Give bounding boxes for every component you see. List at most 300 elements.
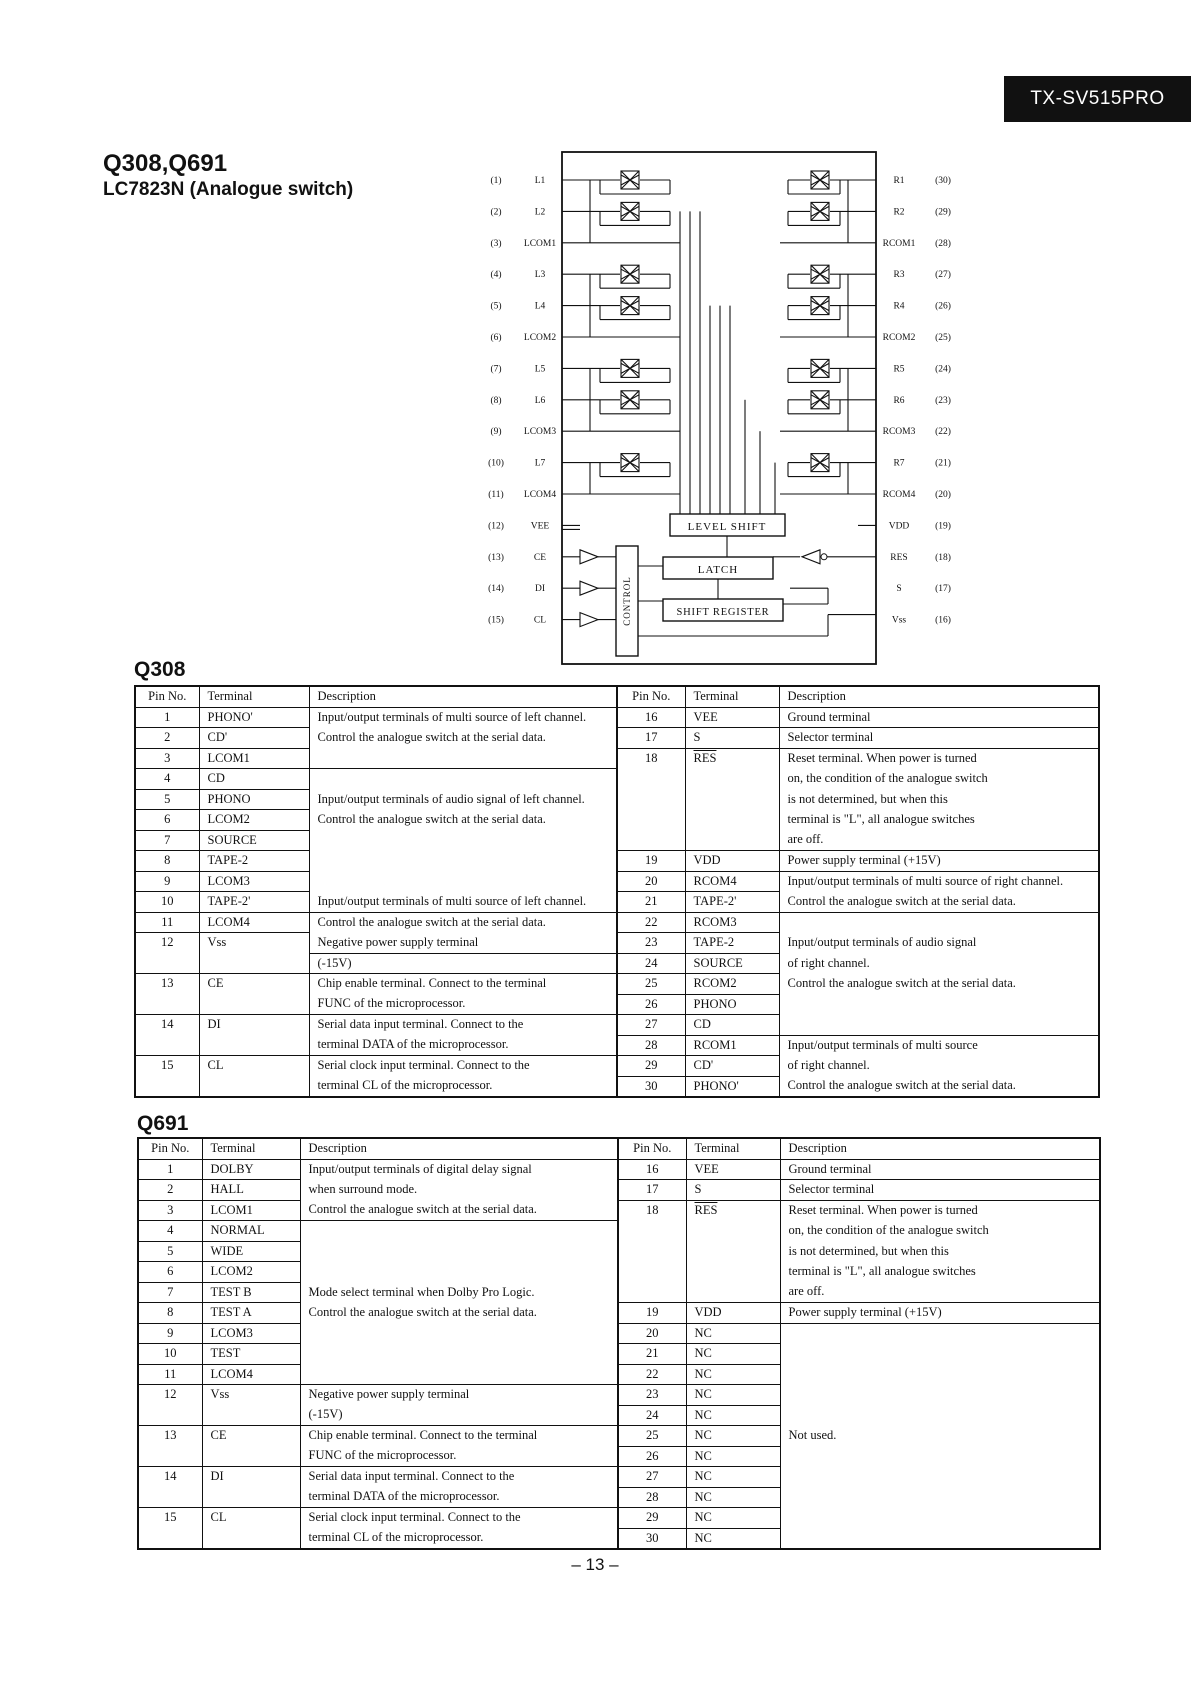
right-pin-cell: 26 bbox=[618, 1446, 686, 1467]
left-pin-name: L2 bbox=[534, 207, 546, 218]
right-terminal-cell: RCOM1 bbox=[685, 1035, 779, 1056]
right-pin-name: R6 bbox=[893, 395, 905, 406]
right-description-cell bbox=[780, 1446, 1100, 1467]
right-pin-cell bbox=[617, 810, 685, 831]
analogue-switch-symbol bbox=[811, 297, 829, 315]
left-terminal-cell bbox=[202, 1487, 300, 1508]
table-row bbox=[138, 1426, 1100, 1447]
left-terminal-cell: WIDE bbox=[202, 1241, 300, 1262]
left-terminal-cell: TAPE-2 bbox=[199, 851, 309, 872]
left-terminal-cell: CD bbox=[199, 769, 309, 790]
header-terminal: Terminal bbox=[685, 686, 779, 707]
right-pin-cell: 28 bbox=[618, 1487, 686, 1508]
right-terminal-cell: RCOM4 bbox=[685, 871, 779, 892]
right-description-cell bbox=[780, 1487, 1100, 1508]
left-terminal-cell bbox=[202, 1405, 300, 1426]
analogue-switch-symbol bbox=[621, 391, 639, 409]
header-terminal: Terminal bbox=[202, 1138, 300, 1159]
analogue-switch-symbol bbox=[811, 171, 829, 189]
right-description-cell: Input/output terminals of audio signal bbox=[779, 933, 1099, 954]
left-terminal-cell: LCOM4 bbox=[199, 912, 309, 933]
left-pin-cell: 15 bbox=[138, 1508, 202, 1529]
right-pin-cell: 30 bbox=[617, 1076, 685, 1097]
right-description-cell: Ground terminal bbox=[779, 707, 1099, 728]
right-pin-cell bbox=[617, 789, 685, 810]
table-row bbox=[138, 1405, 1100, 1426]
table-row bbox=[135, 769, 1099, 790]
right-pin-cell: 16 bbox=[617, 707, 685, 728]
left-pin-num: (6) bbox=[490, 333, 502, 343]
left-pin-cell bbox=[138, 1487, 202, 1508]
right-description-cell: terminal is "L", all analogue switches bbox=[780, 1262, 1100, 1283]
left-description-cell: Input/output terminals of multi source of left channel. bbox=[309, 707, 617, 728]
left-description-cell: Control the analogue switch at the serial data. bbox=[309, 912, 617, 933]
right-pin-cell bbox=[617, 769, 685, 790]
right-pin-cell: 28 bbox=[617, 1035, 685, 1056]
left-pin-cell: 8 bbox=[135, 851, 199, 872]
right-description-cell: Selector terminal bbox=[780, 1180, 1100, 1201]
left-pin-num: (1) bbox=[490, 176, 502, 186]
right-description-cell: Reset terminal. When power is turned bbox=[780, 1200, 1100, 1221]
left-description-cell: Serial data input terminal. Connect to the bbox=[309, 1015, 617, 1036]
analogue-switch-symbol bbox=[621, 454, 639, 472]
left-description-cell: Control the analogue switch at the serial data. bbox=[300, 1303, 618, 1324]
left-terminal-cell: LCOM3 bbox=[202, 1323, 300, 1344]
left-terminal-cell: CE bbox=[202, 1426, 300, 1447]
right-terminal-cell: S bbox=[686, 1180, 780, 1201]
analogue-switch-symbol bbox=[811, 454, 829, 472]
table-header-row bbox=[138, 1138, 1100, 1159]
right-description-cell bbox=[780, 1344, 1100, 1365]
left-pin-name: LCOM2 bbox=[523, 333, 557, 343]
right-pin-num: (27) bbox=[935, 270, 951, 281]
analogue-switch-symbol bbox=[811, 391, 829, 409]
right-pin-cell: 20 bbox=[617, 871, 685, 892]
table-row bbox=[138, 1262, 1100, 1283]
left-pin-name: L7 bbox=[534, 458, 546, 469]
right-description-cell bbox=[779, 912, 1099, 933]
left-terminal-cell: TEST B bbox=[202, 1282, 300, 1303]
right-pin-cell: 24 bbox=[617, 953, 685, 974]
left-pin-num: (2) bbox=[490, 207, 502, 218]
right-pin-num: (16) bbox=[935, 615, 951, 626]
header-description: Description bbox=[780, 1138, 1100, 1159]
left-pin-num: (13) bbox=[488, 552, 504, 563]
left-pin-num: (8) bbox=[490, 395, 502, 406]
control-label: CONTROL bbox=[622, 576, 632, 626]
right-pin-cell: 27 bbox=[618, 1467, 686, 1488]
left-terminal-cell: LCOM2 bbox=[199, 810, 309, 831]
left-pin-cell: 11 bbox=[138, 1364, 202, 1385]
right-description-cell bbox=[779, 994, 1099, 1015]
left-pin-cell: 10 bbox=[135, 892, 199, 913]
left-terminal-cell: LCOM2 bbox=[202, 1262, 300, 1283]
left-pin-cell: 2 bbox=[138, 1180, 202, 1201]
right-description-cell: of right channel. bbox=[779, 1056, 1099, 1077]
left-description-cell: FUNC of the microprocessor. bbox=[309, 994, 617, 1015]
table-row bbox=[138, 1282, 1100, 1303]
left-description-cell bbox=[309, 769, 617, 790]
right-terminal-cell bbox=[685, 769, 779, 790]
right-description-cell bbox=[780, 1467, 1100, 1488]
right-pin-cell: 24 bbox=[618, 1405, 686, 1426]
left-description-cell bbox=[300, 1344, 618, 1365]
latch-label: LATCH bbox=[697, 564, 739, 576]
right-pin-num: (21) bbox=[935, 458, 951, 469]
analogue-switch-symbol bbox=[621, 297, 639, 315]
left-pin-cell bbox=[135, 1035, 199, 1056]
left-terminal-cell: LCOM1 bbox=[202, 1200, 300, 1221]
table-row bbox=[135, 974, 1099, 995]
right-pin-cell: 19 bbox=[617, 851, 685, 872]
right-terminal-cell: NC bbox=[686, 1385, 780, 1406]
left-description-cell: Mode select terminal when Dolby Pro Logic. bbox=[300, 1282, 618, 1303]
table-row bbox=[135, 994, 1099, 1015]
table-row bbox=[135, 933, 1099, 954]
right-description-cell: terminal is "L", all analogue switches bbox=[779, 810, 1099, 831]
right-pin-cell: 19 bbox=[618, 1303, 686, 1324]
right-description-cell: Not used. bbox=[780, 1426, 1100, 1447]
left-pin-cell bbox=[135, 1076, 199, 1097]
right-description-cell bbox=[780, 1385, 1100, 1406]
left-pin-cell: 4 bbox=[138, 1221, 202, 1242]
right-pin-num: (17) bbox=[935, 584, 951, 595]
left-description-cell bbox=[300, 1364, 618, 1385]
right-pin-num: (18) bbox=[935, 552, 951, 563]
left-description-cell: (-15V) bbox=[309, 953, 617, 974]
right-pin-name: Vss bbox=[891, 615, 907, 626]
right-terminal-cell: NC bbox=[686, 1323, 780, 1344]
right-description-cell: of right channel. bbox=[779, 953, 1099, 974]
right-description-cell: are off. bbox=[779, 830, 1099, 851]
table-header-row bbox=[135, 686, 1099, 707]
left-terminal-cell bbox=[199, 1076, 309, 1097]
right-pin-cell: 20 bbox=[618, 1323, 686, 1344]
table-row bbox=[135, 892, 1099, 913]
table-row bbox=[135, 1056, 1099, 1077]
right-pin-num: (29) bbox=[935, 207, 951, 218]
left-pin-cell: 4 bbox=[135, 769, 199, 790]
right-terminal-cell: NC bbox=[686, 1508, 780, 1529]
left-description-cell: Chip enable terminal. Connect to the terminal bbox=[300, 1426, 618, 1447]
right-description-cell bbox=[780, 1508, 1100, 1529]
right-terminal-cell bbox=[686, 1221, 780, 1242]
title-block bbox=[103, 150, 353, 202]
header-description: Description bbox=[309, 686, 617, 707]
table-row bbox=[138, 1364, 1100, 1385]
header-pin: Pin No. bbox=[618, 1138, 686, 1159]
left-description-cell: Serial data input terminal. Connect to the bbox=[300, 1467, 618, 1488]
left-pin-cell: 7 bbox=[138, 1282, 202, 1303]
right-terminal-cell: VDD bbox=[685, 851, 779, 872]
right-terminal-cell bbox=[685, 830, 779, 851]
right-description-cell: is not determined, but when this bbox=[780, 1241, 1100, 1262]
left-terminal-cell: CE bbox=[199, 974, 309, 995]
right-pin-name: R1 bbox=[893, 176, 905, 186]
table-row bbox=[138, 1385, 1100, 1406]
left-description-cell bbox=[309, 748, 617, 769]
right-terminal-cell: NC bbox=[686, 1487, 780, 1508]
left-terminal-cell: SOURCE bbox=[199, 830, 309, 851]
left-description-cell: Chip enable terminal. Connect to the terminal bbox=[309, 974, 617, 995]
table-row bbox=[138, 1303, 1100, 1324]
right-terminal-cell: TAPE-2' bbox=[685, 892, 779, 913]
table-row bbox=[138, 1241, 1100, 1262]
right-pin-num: (19) bbox=[935, 521, 951, 532]
left-description-cell bbox=[300, 1323, 618, 1344]
left-pin-cell: 13 bbox=[138, 1426, 202, 1447]
left-pin-cell: 5 bbox=[138, 1241, 202, 1262]
right-terminal-cell: VEE bbox=[686, 1159, 780, 1180]
left-description-cell: Serial clock input terminal. Connect to the bbox=[300, 1508, 618, 1529]
right-terminal-cell: NC bbox=[686, 1528, 780, 1549]
left-pin-cell: 3 bbox=[135, 748, 199, 769]
left-description-cell bbox=[309, 851, 617, 872]
left-pin-cell bbox=[138, 1528, 202, 1549]
right-terminal-cell: SOURCE bbox=[685, 953, 779, 974]
right-terminal-cell: VEE bbox=[685, 707, 779, 728]
right-pin-cell: 22 bbox=[617, 912, 685, 933]
table-row bbox=[138, 1344, 1100, 1365]
right-pin-cell bbox=[618, 1221, 686, 1242]
right-pin-cell: 29 bbox=[618, 1508, 686, 1529]
left-pin-cell: 5 bbox=[135, 789, 199, 810]
right-terminal-cell bbox=[686, 1241, 780, 1262]
q691-title: Q691 bbox=[137, 1112, 189, 1135]
right-terminal-cell: CD' bbox=[685, 1056, 779, 1077]
table-row bbox=[135, 851, 1099, 872]
left-pin-name: LCOM1 bbox=[523, 238, 557, 249]
right-terminal-cell: PHONO bbox=[685, 994, 779, 1015]
left-terminal-cell: CL bbox=[202, 1508, 300, 1529]
left-pin-num: (11) bbox=[488, 490, 504, 500]
left-description-cell: Control the analogue switch at the serial data. bbox=[309, 810, 617, 831]
right-pin-name: RCOM2 bbox=[882, 333, 916, 343]
left-pin-cell: 13 bbox=[135, 974, 199, 995]
right-pin-name: R4 bbox=[893, 301, 905, 312]
left-terminal-cell bbox=[199, 1035, 309, 1056]
page-number: – 13 – bbox=[571, 1555, 619, 1574]
right-description-cell: on, the condition of the analogue switch bbox=[780, 1221, 1100, 1242]
left-terminal-cell: DOLBY bbox=[202, 1159, 300, 1180]
header-pin: Pin No. bbox=[138, 1138, 202, 1159]
table-row bbox=[135, 830, 1099, 851]
left-description-cell: Control the analogue switch at the serial data. bbox=[300, 1200, 618, 1221]
left-terminal-cell: TAPE-2' bbox=[199, 892, 309, 913]
right-pin-num: (26) bbox=[935, 301, 951, 312]
right-pin-name: RCOM1 bbox=[882, 238, 916, 249]
left-pin-cell bbox=[138, 1405, 202, 1426]
right-pin-cell: 18 bbox=[618, 1200, 686, 1221]
right-description-cell: Selector terminal bbox=[779, 728, 1099, 749]
right-description-cell: Ground terminal bbox=[780, 1159, 1100, 1180]
left-pin-cell bbox=[135, 994, 199, 1015]
left-description-cell: (-15V) bbox=[300, 1405, 618, 1426]
table-row bbox=[135, 728, 1099, 749]
right-terminal-cell bbox=[686, 1262, 780, 1283]
left-description-cell bbox=[300, 1262, 618, 1283]
left-terminal-cell: LCOM1 bbox=[199, 748, 309, 769]
table-row bbox=[138, 1200, 1100, 1221]
left-terminal-cell: LCOM3 bbox=[199, 871, 309, 892]
table-row bbox=[135, 1076, 1099, 1097]
right-description-cell: are off. bbox=[780, 1282, 1100, 1303]
right-terminal-cell: TAPE-2 bbox=[685, 933, 779, 954]
left-pin-num: (3) bbox=[490, 238, 502, 249]
left-pin-name: L1 bbox=[534, 176, 546, 186]
left-terminal-cell bbox=[199, 994, 309, 1015]
left-terminal-cell: DI bbox=[199, 1015, 309, 1036]
left-pin-name: LCOM4 bbox=[523, 490, 557, 500]
right-description-cell: Power supply terminal (+15V) bbox=[780, 1303, 1100, 1324]
right-description-cell: Reset terminal. When power is turned bbox=[779, 748, 1099, 769]
header-pin: Pin No. bbox=[617, 686, 685, 707]
right-description-cell: Input/output terminals of multi source bbox=[779, 1035, 1099, 1056]
left-description-cell: FUNC of the microprocessor. bbox=[300, 1446, 618, 1467]
left-terminal-cell: CD' bbox=[199, 728, 309, 749]
table-row bbox=[138, 1487, 1100, 1508]
left-description-cell: terminal CL of the microprocessor. bbox=[309, 1076, 617, 1097]
analogue-switch-symbol bbox=[621, 265, 639, 283]
right-description-cell: is not determined, but when this bbox=[779, 789, 1099, 810]
left-description-cell: Negative power supply terminal bbox=[300, 1385, 618, 1406]
right-pin-num: (30) bbox=[935, 176, 951, 186]
left-pin-cell: 1 bbox=[135, 707, 199, 728]
right-description-cell: on, the condition of the analogue switch bbox=[779, 769, 1099, 790]
table-row bbox=[138, 1528, 1100, 1549]
left-pin-cell: 10 bbox=[138, 1344, 202, 1365]
right-description-cell bbox=[780, 1528, 1100, 1549]
left-description-cell: Serial clock input terminal. Connect to the bbox=[309, 1056, 617, 1077]
right-pin-name: RES bbox=[890, 552, 908, 563]
table-row bbox=[138, 1446, 1100, 1467]
left-pin-cell: 1 bbox=[138, 1159, 202, 1180]
left-pin-cell: 8 bbox=[138, 1303, 202, 1324]
right-pin-num: (23) bbox=[935, 395, 951, 406]
left-pin-cell: 3 bbox=[138, 1200, 202, 1221]
table-row bbox=[135, 953, 1099, 974]
right-terminal-cell bbox=[685, 789, 779, 810]
left-description-cell: Input/output terminals of digital delay signal bbox=[300, 1159, 618, 1180]
table-row bbox=[135, 1035, 1099, 1056]
left-pin-cell: 14 bbox=[138, 1467, 202, 1488]
left-pin-name: L3 bbox=[534, 270, 546, 281]
left-description-cell: Negative power supply terminal bbox=[309, 933, 617, 954]
left-pin-cell: 6 bbox=[135, 810, 199, 831]
shift-register-label: SHIFT REGISTER bbox=[676, 607, 770, 618]
right-description-cell: Control the analogue switch at the serial data. bbox=[779, 1076, 1099, 1097]
table-row bbox=[135, 707, 1099, 728]
right-pin-name: VDD bbox=[888, 521, 910, 532]
block-diagram bbox=[480, 150, 960, 670]
right-pin-name: R7 bbox=[893, 458, 905, 469]
ic-name: LC7823N (Analogue switch) bbox=[103, 179, 354, 200]
right-description-cell bbox=[779, 1015, 1099, 1036]
left-pin-num: (10) bbox=[488, 458, 504, 469]
table-row bbox=[135, 1015, 1099, 1036]
analogue-switch-symbol bbox=[811, 202, 829, 220]
right-pin-cell bbox=[618, 1282, 686, 1303]
left-description-cell bbox=[309, 871, 617, 892]
left-pin-name: VEE bbox=[530, 521, 550, 532]
left-pin-cell: 11 bbox=[135, 912, 199, 933]
left-pin-num: (14) bbox=[488, 584, 504, 595]
left-pin-num: (15) bbox=[488, 615, 504, 626]
left-description-cell: terminal CL of the microprocessor. bbox=[300, 1528, 618, 1549]
table-row bbox=[135, 748, 1099, 769]
left-pin-cell: 7 bbox=[135, 830, 199, 851]
table-row bbox=[138, 1323, 1100, 1344]
left-pin-num: (5) bbox=[490, 301, 502, 312]
header-pin: Pin No. bbox=[135, 686, 199, 707]
right-pin-cell: 21 bbox=[617, 892, 685, 913]
right-pin-num: (28) bbox=[935, 238, 951, 249]
left-description-cell: terminal DATA of the microprocessor. bbox=[309, 1035, 617, 1056]
right-pin-cell: 27 bbox=[617, 1015, 685, 1036]
right-terminal-cell: RCOM3 bbox=[685, 912, 779, 933]
q691-pin-table bbox=[137, 1137, 1101, 1550]
left-description-cell bbox=[300, 1221, 618, 1242]
right-pin-num: (24) bbox=[935, 364, 951, 375]
table-row bbox=[138, 1180, 1100, 1201]
q308-pin-table bbox=[134, 685, 1100, 1098]
left-pin-cell: 2 bbox=[135, 728, 199, 749]
right-terminal-cell: $\overline{RES}$ bbox=[686, 1200, 780, 1221]
right-terminal-cell: NC bbox=[686, 1344, 780, 1365]
left-description-cell bbox=[309, 830, 617, 851]
header-description: Description bbox=[300, 1138, 618, 1159]
analogue-switch-symbol bbox=[811, 359, 829, 377]
right-pin-cell bbox=[618, 1262, 686, 1283]
right-pin-cell: 29 bbox=[617, 1056, 685, 1077]
right-terminal-cell: PHONO' bbox=[685, 1076, 779, 1097]
right-description-cell: Power supply terminal (+15V) bbox=[779, 851, 1099, 872]
right-terminal-cell: $\overline{RES}$ bbox=[685, 748, 779, 769]
right-pin-cell: 17 bbox=[617, 728, 685, 749]
level-shift-label: LEVEL SHIFT bbox=[687, 521, 767, 533]
right-pin-name: R2 bbox=[893, 207, 905, 218]
left-pin-cell bbox=[135, 953, 199, 974]
right-pin-name: R3 bbox=[893, 270, 905, 281]
right-terminal-cell: CD bbox=[685, 1015, 779, 1036]
analogue-switch-symbol bbox=[811, 265, 829, 283]
left-description-cell bbox=[300, 1241, 618, 1262]
left-pin-name: CL bbox=[533, 615, 547, 626]
table-row bbox=[138, 1159, 1100, 1180]
right-terminal-cell: S bbox=[685, 728, 779, 749]
left-terminal-cell: HALL bbox=[202, 1180, 300, 1201]
header-terminal: Terminal bbox=[686, 1138, 780, 1159]
right-pin-num: (20) bbox=[935, 490, 951, 500]
left-pin-name: CE bbox=[533, 552, 547, 563]
left-terminal-cell: CL bbox=[199, 1056, 309, 1077]
right-pin-cell: 25 bbox=[618, 1426, 686, 1447]
right-terminal-cell: NC bbox=[686, 1405, 780, 1426]
left-description-cell: terminal DATA of the microprocessor. bbox=[300, 1487, 618, 1508]
right-terminal-cell: VDD bbox=[686, 1303, 780, 1324]
left-pin-name: DI bbox=[534, 584, 546, 595]
left-pin-cell: 15 bbox=[135, 1056, 199, 1077]
left-pin-cell: 12 bbox=[135, 933, 199, 954]
left-pin-cell: 9 bbox=[138, 1323, 202, 1344]
left-terminal-cell bbox=[199, 953, 309, 974]
left-pin-name: L6 bbox=[534, 395, 546, 406]
analogue-switch-symbol bbox=[621, 359, 639, 377]
left-pin-cell bbox=[138, 1446, 202, 1467]
right-description-cell bbox=[780, 1364, 1100, 1385]
left-pin-name: L4 bbox=[534, 301, 546, 312]
ic-refs: Q308,Q691 bbox=[103, 150, 228, 177]
